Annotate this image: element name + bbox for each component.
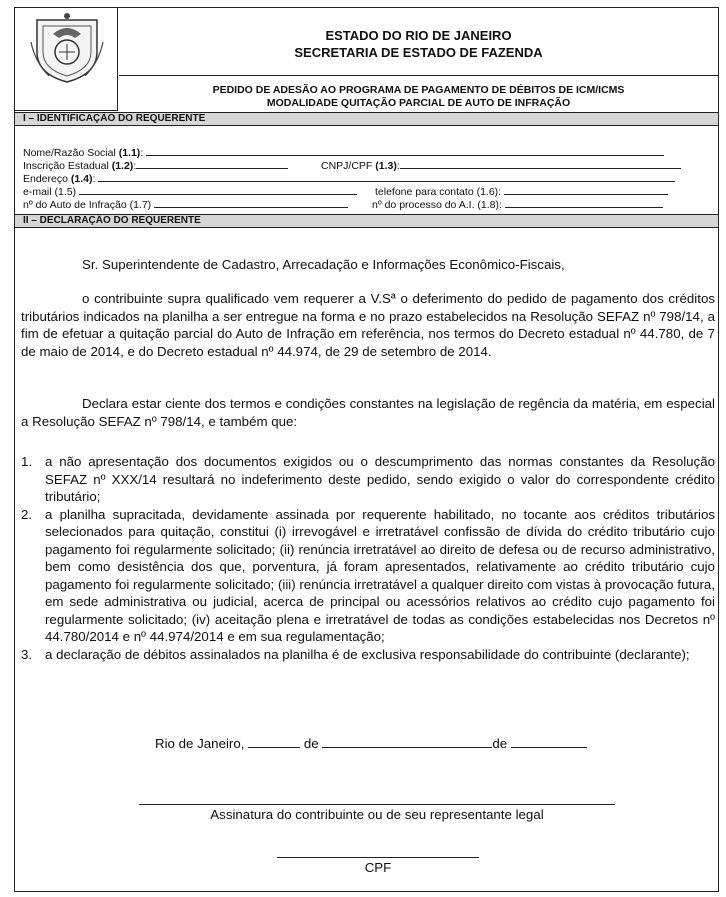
form-subtitle: [119, 75, 718, 112]
coat-of-arms-icon: [29, 12, 105, 84]
name-line[interactable]: [146, 146, 664, 156]
process-number-label: nº do processo do A.I. (1.8):: [372, 199, 502, 211]
form-header: [15, 8, 718, 75]
auto-infraction-label: nº do Auto de Infração (1.7): [23, 199, 152, 211]
declaration-list: [21, 453, 715, 663]
month-blank[interactable]: [322, 738, 492, 748]
date-line[interactable]: [155, 736, 615, 751]
cnpj-field[interactable]: CNPJ/CPF (1.3):: [321, 159, 681, 172]
date-de-2: de: [492, 736, 508, 751]
signature-line[interactable]: [139, 804, 615, 805]
auto-infraction-field[interactable]: [23, 198, 348, 211]
year-blank[interactable]: [511, 738, 587, 748]
awareness-paragraph: Declara estar ciente dos termos e condições constantes na legislação de regência da matéria, em especial a Resolução SEFAZ nº 798/14, e também que:: [21, 396, 715, 429]
request-paragraph: o contribuinte supra qualificado vem requerer a V.Sª o deferimento do pedido de pagamento dos créditos tributários indicados na planilha a ser entregue na forma e no prazo estabelecidos na Resolução SEFAZ nº 798/14, a fim de efetuar a quitação parcial do Auto de Infração em referência, nos termos do Decreto estadual nº 44.780, de 7 de maio de 2014, e do Decreto estadual nº 44.974, de 29 de setembro de 2014.: [21, 291, 715, 359]
form-frame: [14, 7, 719, 892]
email-line[interactable]: [79, 185, 357, 195]
list-item-number: 3.: [21, 646, 33, 662]
salutation: Sr. Superintendente de Cadastro, Arrecadação e Informações Econômico-Fiscais,: [82, 257, 565, 272]
cnpj-line[interactable]: [400, 159, 681, 169]
coat-of-arms-cell: [15, 8, 118, 111]
list-item-text: a declaração de débitos assinalados na planilha é de exclusiva responsabilidade do contribuinte (declarante);: [45, 646, 690, 662]
form-modality: MODALIDADE QUITAÇÃO PARCIAL DE AUTO DE INFRAÇÃO: [266, 97, 571, 109]
state-registration-line[interactable]: [136, 159, 288, 169]
list-item-text: a não apresentação dos documentos exigidos ou o descumprimento das normas constantes da Resolução SEFAZ nº XXX/14 resultará no indeferimento deste pedido, sendo exigido o valor do correspondente crédito tributário;: [45, 454, 715, 504]
cpf-line[interactable]: [277, 857, 479, 858]
email-label: e-mail (1.5): [23, 186, 77, 198]
address-line[interactable]: [98, 172, 675, 182]
signature-caption: Assinatura do contribuinte ou de seu representante legal: [210, 807, 544, 822]
place-label: Rio de Janeiro,: [155, 736, 245, 751]
phone-field[interactable]: [375, 185, 668, 198]
list-item-number: 2.: [21, 506, 33, 522]
state-registration-field[interactable]: Inscrição Estadual (1.2):: [23, 159, 288, 172]
list-item-text: a planilha supracitada, devidamente assinada por requerente habilitado, no tocante aos créditos tributários selecionados para quitação, constitui (i) irrevogável e irretratável confissão de dívida do crédito tributário cujo pagamento foi regularmente solicitado; (ii) renúncia irretratável ao direito de defesa ou de recurso administrativo, bem como desistência dos que, porventura, já foram apresentados, relativamente ao crédito tributário cujo pagamento foi regularmente solicitado; (iii) renúncia irretratável a qualquer direito com vistas à provocação futura, em sede administrativa ou judicial, acerca de principal ou acessórios relativos ao crédito cujo pagamento foi regularmente solicitado; (iv) aceitação plena e irretratável de todas as condições estabelecidas nos Decretos nº 44.780/2014 e nº 44.974/2014 e em sua regulamentação;: [45, 506, 715, 644]
name-field[interactable]: Nome/Razão Social (1.1):: [23, 146, 664, 159]
name-label: Nome/Razão Social: [23, 147, 116, 159]
name-ref: (1.1): [118, 147, 141, 159]
section-identification-header: I – IDENTIFICAÇÃO DO REQUERENTE: [15, 112, 718, 126]
section-declaration-header: II – DECLARAÇÃO DO REQUERENTE: [15, 214, 718, 228]
cnpj-ref: (1.3): [375, 160, 397, 172]
address-label: Endereço: [23, 173, 68, 185]
state-registration-ref: (1.2): [111, 160, 134, 172]
state-registration-label: Inscrição Estadual: [23, 160, 109, 172]
auto-infraction-line[interactable]: [154, 198, 348, 208]
day-blank[interactable]: [248, 738, 300, 748]
list-item-number: 1.: [21, 454, 33, 469]
date-de-1: de: [303, 736, 319, 751]
state-title: ESTADO DO RIO DE JANEIRO: [325, 28, 512, 43]
list-item: [21, 453, 715, 506]
cnpj-label: CNPJ/CPF: [321, 160, 373, 172]
address-field[interactable]: Endereço (1.4):: [23, 172, 675, 185]
address-ref: (1.4): [70, 173, 93, 185]
process-number-line[interactable]: [505, 198, 663, 208]
email-field[interactable]: [23, 185, 357, 198]
phone-line[interactable]: [504, 185, 668, 195]
form-title: PEDIDO DE ADESÃO AO PROGRAMA DE PAGAMENTO DE DÉBITOS DE ICM/ICMS: [212, 84, 625, 96]
cpf-caption: CPF: [364, 860, 392, 875]
list-item: [21, 506, 715, 646]
phone-label: telefone para contato (1.6):: [375, 186, 502, 198]
department-title: SECRETARIA DE ESTADO DE FAZENDA: [294, 45, 543, 60]
title-area: [119, 8, 718, 75]
list-item: [21, 646, 715, 664]
process-number-field[interactable]: [372, 198, 663, 211]
